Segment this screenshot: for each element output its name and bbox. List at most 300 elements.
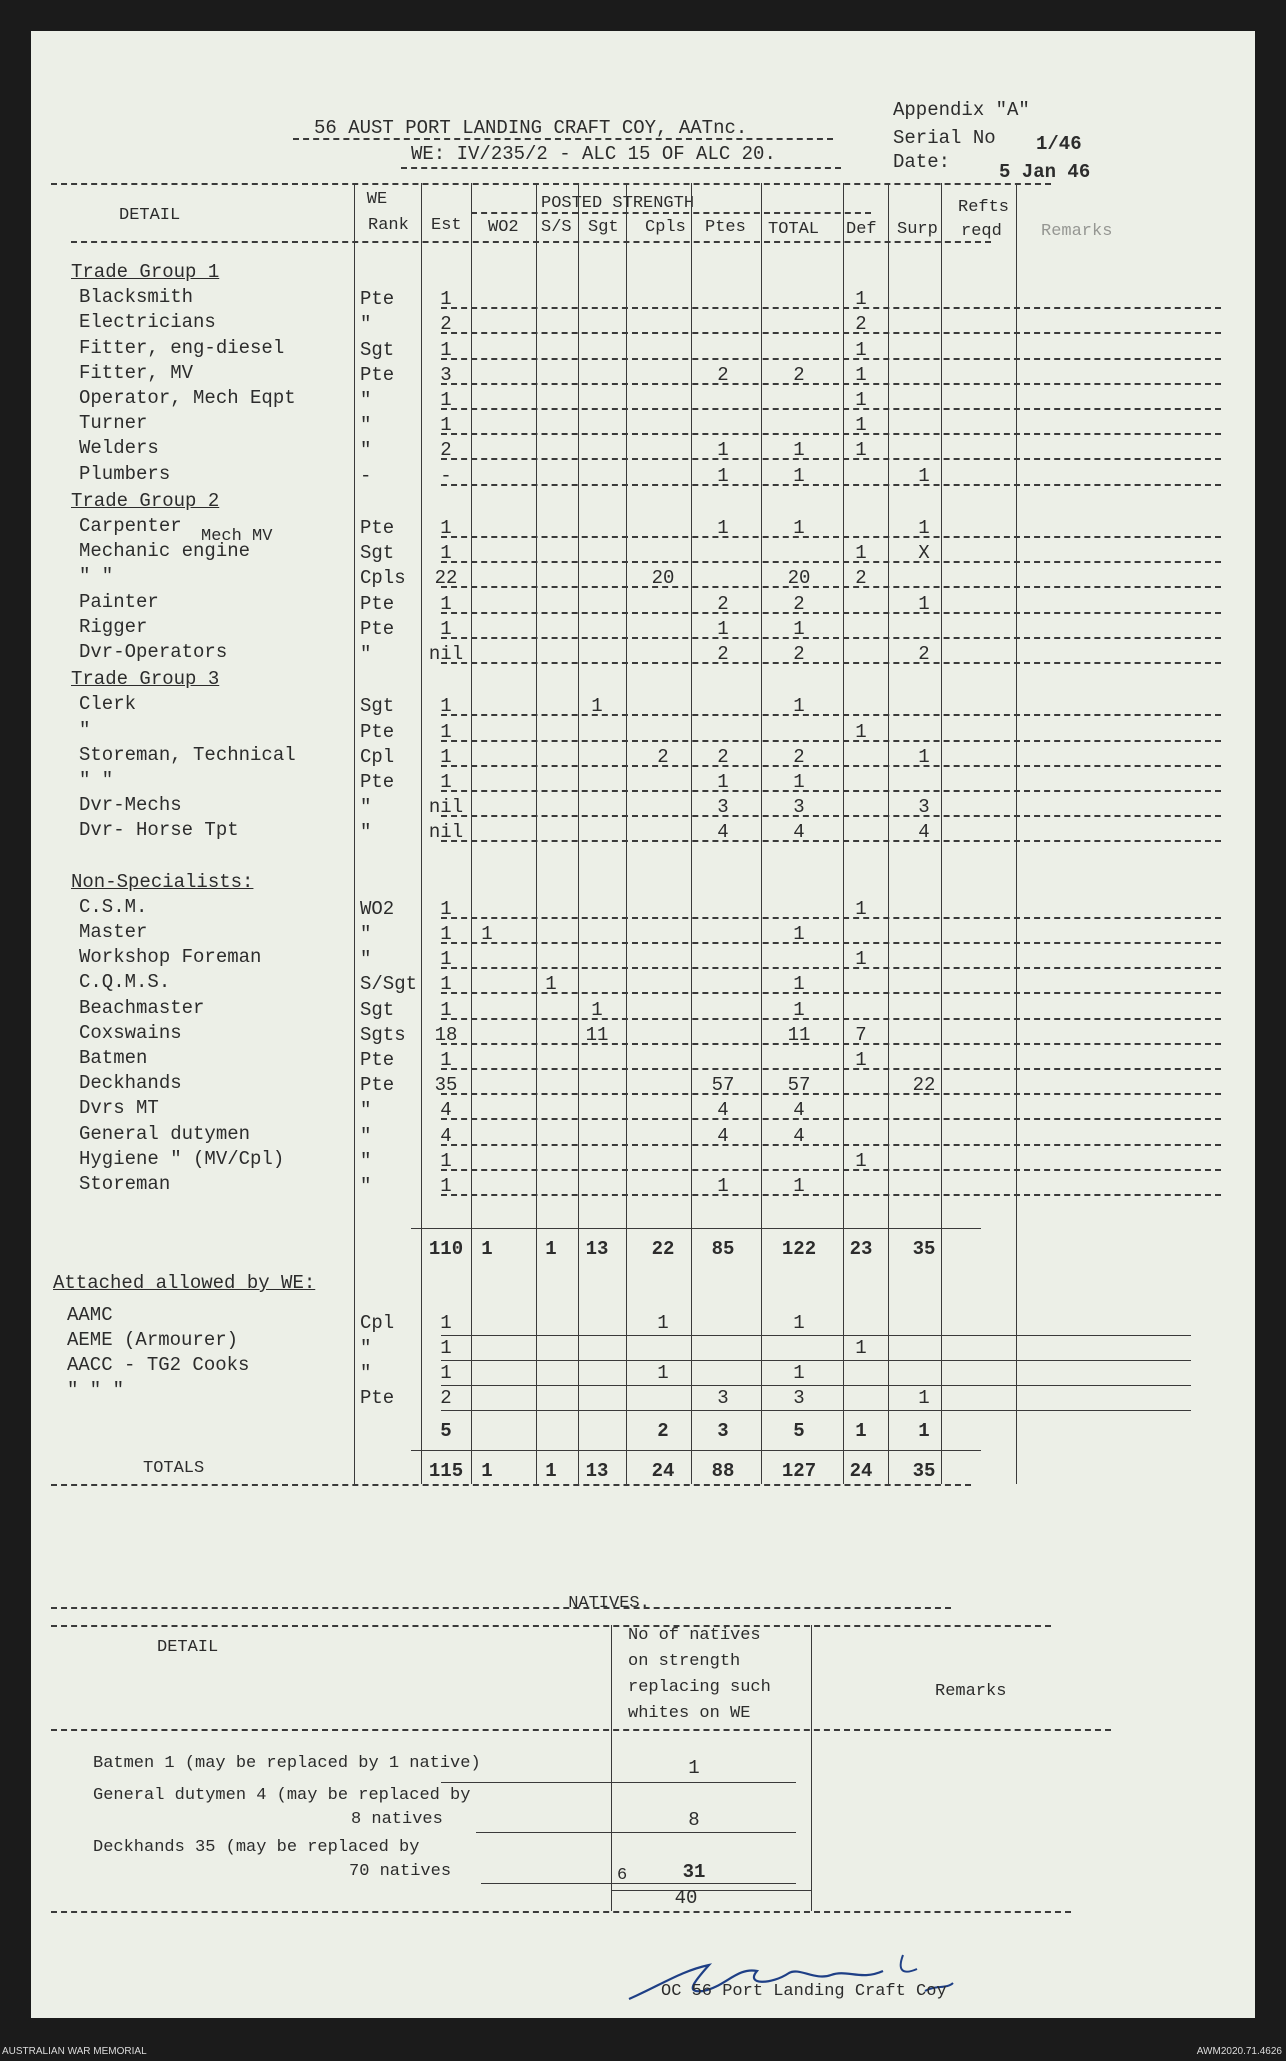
cell-def: 1 bbox=[855, 439, 867, 461]
cell-est: 1 bbox=[440, 389, 452, 411]
cell-rank: Sgt bbox=[360, 339, 395, 361]
row-rule bbox=[441, 1385, 1191, 1386]
cell-est: nil bbox=[428, 643, 464, 665]
cell-rank: " bbox=[360, 948, 372, 970]
cell-rank: " bbox=[360, 1125, 372, 1147]
row-rule bbox=[441, 637, 1221, 639]
row-rule bbox=[441, 586, 1221, 588]
cell-est: 1 bbox=[440, 746, 452, 768]
subtotal-2-ptes: 3 bbox=[717, 1420, 729, 1442]
row-rule bbox=[441, 1068, 1221, 1070]
cell-total: 1 bbox=[793, 618, 805, 640]
cell-cpls: 1 bbox=[657, 1362, 669, 1384]
cell-est: 4 bbox=[440, 1125, 452, 1147]
column-rule bbox=[843, 183, 844, 1484]
subtotal-2-est: 5 bbox=[440, 1420, 452, 1442]
cell-est: 22 bbox=[434, 567, 458, 589]
row-rule bbox=[441, 536, 1221, 538]
cell-est: 1 bbox=[440, 1312, 452, 1334]
cell-surp: 1 bbox=[918, 517, 930, 539]
row-rule bbox=[441, 307, 1221, 309]
cell-total: 4 bbox=[793, 821, 805, 843]
date-value: 5 Jan 46 bbox=[999, 161, 1091, 183]
row-rule bbox=[441, 1410, 1191, 1411]
subtotal-2-cpls: 2 bbox=[657, 1420, 669, 1442]
row-detail: " " bbox=[79, 769, 114, 791]
natives-row-1-value: 1 bbox=[688, 1757, 700, 1779]
subtotal-top-line bbox=[411, 1228, 981, 1229]
cell-surp: 4 bbox=[918, 821, 930, 843]
cell-ptes: 2 bbox=[717, 746, 729, 768]
cell-rank: " bbox=[360, 439, 372, 461]
row-rule bbox=[441, 1043, 1221, 1045]
row-rule bbox=[441, 840, 1221, 842]
natives-total-line bbox=[611, 1890, 811, 1891]
cell-total: 1 bbox=[793, 1362, 805, 1384]
cell-total: 1 bbox=[793, 517, 805, 539]
row-rule bbox=[441, 1144, 1221, 1146]
header-remarks: Remarks bbox=[1041, 222, 1113, 241]
natives-row-3-text: Deckhands 35 (may be replaced by bbox=[93, 1838, 420, 1857]
cell-rank: Cpls bbox=[360, 567, 406, 589]
column-rule bbox=[1016, 183, 1017, 1484]
cell-est: 1 bbox=[440, 898, 452, 920]
we-underline bbox=[401, 167, 841, 169]
row-rule bbox=[441, 1018, 1221, 1020]
column-rule bbox=[578, 183, 579, 1484]
column-rule bbox=[626, 183, 627, 1484]
cell-est: 2 bbox=[440, 439, 452, 461]
date-label: Date: bbox=[893, 151, 951, 173]
cell-rank: Pte bbox=[360, 593, 395, 615]
natives-col-header-2: on strength bbox=[628, 1652, 741, 1671]
natives-row-3-value: 31 bbox=[682, 1861, 706, 1883]
cell-total: 1 bbox=[793, 439, 805, 461]
row-detail: Workshop Foreman bbox=[79, 946, 262, 968]
natives-row-3-line bbox=[481, 1883, 796, 1884]
cell-rank: Pte bbox=[360, 364, 395, 386]
subtotal-1-cpls: 22 bbox=[651, 1238, 675, 1260]
footer-accession-number: AWM2020.71.4626 bbox=[1196, 2046, 1282, 2057]
cell-rank: " bbox=[360, 821, 372, 843]
header-wo2: WO2 bbox=[488, 218, 519, 237]
cell-est: 18 bbox=[434, 1024, 458, 1046]
natives-col-header-3: replacing such bbox=[628, 1678, 771, 1697]
cell-total: 1 bbox=[793, 999, 805, 1021]
natives-row-3-text2: 70 natives bbox=[349, 1862, 452, 1881]
row-detail: Clerk bbox=[79, 693, 137, 715]
cell-est: 1 bbox=[440, 721, 452, 743]
cell-total: 1 bbox=[793, 465, 805, 487]
row-detail: Storeman bbox=[79, 1173, 171, 1195]
row-rule bbox=[441, 1118, 1221, 1120]
cell-def: 1 bbox=[855, 414, 867, 436]
section-heading: Trade Group 1 bbox=[71, 261, 220, 283]
cell-rank: Sgt bbox=[360, 542, 395, 564]
cell-rank: Sgts bbox=[360, 1024, 406, 1046]
cell-rank: Pte bbox=[360, 288, 395, 310]
row-detail: Fitter, MV bbox=[79, 362, 194, 384]
natives-row-2-text2: 8 natives bbox=[351, 1810, 443, 1829]
cell-est: 1 bbox=[440, 1362, 452, 1384]
header-mid-line bbox=[471, 212, 871, 214]
cell-est: 1 bbox=[440, 1150, 452, 1172]
cell-ptes: 4 bbox=[717, 1099, 729, 1121]
cell-total: 3 bbox=[793, 1387, 805, 1409]
row-rule bbox=[441, 1169, 1221, 1171]
totals-cpls: 24 bbox=[651, 1460, 675, 1482]
cell-ptes: 4 bbox=[717, 1125, 729, 1147]
cell-rank: Pte bbox=[360, 1049, 395, 1071]
cell-total: 3 bbox=[793, 796, 805, 818]
row-detail: Storeman, Technical bbox=[79, 744, 296, 766]
cell-rank: Pte bbox=[360, 618, 395, 640]
row-detail: Blacksmith bbox=[79, 286, 194, 308]
cell-surp: X bbox=[918, 542, 930, 564]
cell-est: 1 bbox=[440, 517, 452, 539]
cell-est: 1 bbox=[440, 1337, 452, 1359]
subtotal-2-line bbox=[411, 1450, 981, 1451]
cell-ptes: 1 bbox=[717, 517, 729, 539]
row-rule bbox=[441, 1194, 1221, 1196]
header-detail: DETAIL bbox=[119, 206, 181, 225]
natives-col-right bbox=[811, 1625, 812, 1911]
cell-total: 57 bbox=[787, 1074, 811, 1096]
row-rule bbox=[441, 1360, 1191, 1361]
cell-est: nil bbox=[428, 796, 464, 818]
cell-sgt: 1 bbox=[591, 695, 603, 717]
cell-rank: Cpl bbox=[360, 1312, 395, 1334]
cell-est: 1 bbox=[440, 695, 452, 717]
subtotal-1-total: 122 bbox=[781, 1238, 817, 1260]
cell-total: 1 bbox=[793, 771, 805, 793]
cell-cpls: 2 bbox=[657, 746, 669, 768]
cell-def: 1 bbox=[855, 898, 867, 920]
cell-ptes: 4 bbox=[717, 821, 729, 843]
cell-total: 1 bbox=[793, 1175, 805, 1197]
serial-label: Serial No bbox=[893, 127, 996, 149]
natives-row-2-value: 8 bbox=[688, 1809, 700, 1831]
subtotal-2-def: 1 bbox=[855, 1420, 867, 1442]
cell-est: 1 bbox=[440, 948, 452, 970]
cell-ptes: 3 bbox=[717, 1387, 729, 1409]
cell-rank: Cpl bbox=[360, 746, 395, 768]
cell-rank: " bbox=[360, 923, 372, 945]
cell-rank: Pte bbox=[360, 1074, 395, 1096]
section-heading: Attached allowed by WE: bbox=[53, 1272, 316, 1294]
header-cpls: Cpls bbox=[645, 218, 686, 237]
cell-surp: 1 bbox=[918, 465, 930, 487]
header-we: WE bbox=[366, 190, 388, 209]
cell-total: 2 bbox=[793, 643, 805, 665]
row-detail: Deckhands bbox=[79, 1072, 182, 1094]
cell-def: 1 bbox=[855, 288, 867, 310]
row-detail: Beachmaster bbox=[79, 997, 205, 1019]
cell-cpls: 1 bbox=[657, 1312, 669, 1334]
cell-rank: " bbox=[360, 796, 372, 818]
cell-rank: " bbox=[360, 389, 372, 411]
row-rule bbox=[441, 383, 1221, 385]
cell-rank: " bbox=[360, 1099, 372, 1121]
row-detail: Carpenter bbox=[79, 515, 182, 537]
row-rule bbox=[441, 433, 1221, 435]
natives-row-2-line bbox=[476, 1832, 796, 1833]
cell-surp: 3 bbox=[918, 796, 930, 818]
cell-rank: " bbox=[360, 1175, 372, 1197]
signature-caption: OC 56 Port Landing Craft Coy bbox=[661, 1982, 947, 2001]
cell-total: 2 bbox=[793, 593, 805, 615]
header-reqd: reqd bbox=[961, 222, 1002, 241]
cell-est: nil bbox=[428, 821, 464, 843]
natives-row-1-line bbox=[441, 1782, 796, 1783]
row-detail: Mechanic engine bbox=[79, 540, 251, 562]
column-rule bbox=[691, 183, 692, 1484]
row-rule bbox=[441, 765, 1221, 767]
cell-rank: Pte bbox=[360, 721, 395, 743]
subtotal-1-est: 110 bbox=[428, 1238, 464, 1260]
cell-ptes: 2 bbox=[717, 643, 729, 665]
subtotal-1-surp: 35 bbox=[912, 1238, 936, 1260]
cell-total: 11 bbox=[787, 1024, 811, 1046]
cell-rank: " bbox=[360, 414, 372, 436]
row-rule bbox=[441, 358, 1221, 360]
header-top-line bbox=[51, 183, 1051, 185]
cell-sgt: 1 bbox=[591, 999, 603, 1021]
row-detail: Dvrs MT bbox=[79, 1097, 159, 1119]
cell-rank: - bbox=[360, 465, 372, 487]
cell-surp: 1 bbox=[918, 593, 930, 615]
cell-total: 2 bbox=[793, 364, 805, 386]
column-rule bbox=[536, 183, 537, 1484]
cell-def: 7 bbox=[855, 1024, 867, 1046]
header-total: TOTAL bbox=[768, 220, 820, 239]
row-rule bbox=[441, 740, 1221, 742]
header-sgt: Sgt bbox=[588, 218, 619, 237]
row-detail: C.Q.M.S. bbox=[79, 971, 171, 993]
totals-ptes: 88 bbox=[711, 1460, 735, 1482]
cell-ptes: 1 bbox=[717, 1175, 729, 1197]
cell-surp: 1 bbox=[918, 746, 930, 768]
row-detail: Hygiene " (MV/Cpl) bbox=[79, 1148, 285, 1170]
cell-est: 35 bbox=[434, 1074, 458, 1096]
totals-est: 115 bbox=[428, 1460, 464, 1482]
cell-est: 1 bbox=[440, 973, 452, 995]
row-detail: Turner bbox=[79, 412, 148, 434]
subtotal-1-wo2: 1 bbox=[481, 1238, 493, 1260]
subtotal-2-surp: 1 bbox=[918, 1420, 930, 1442]
row-rule bbox=[441, 992, 1221, 994]
header-ptes: Ptes bbox=[705, 218, 746, 237]
subtotal-1-sgt: 13 bbox=[585, 1238, 609, 1260]
cell-est: 1 bbox=[440, 1175, 452, 1197]
cell-est: 1 bbox=[440, 923, 452, 945]
cell-ptes: 57 bbox=[711, 1074, 735, 1096]
row-rule bbox=[441, 967, 1221, 969]
cell-ptes: 2 bbox=[717, 593, 729, 615]
cell-est: 2 bbox=[440, 1387, 452, 1409]
row-rule bbox=[441, 790, 1221, 792]
cell-rank: " bbox=[360, 643, 372, 665]
cell-est: 1 bbox=[440, 771, 452, 793]
natives-col-header-1: No of natives bbox=[628, 1626, 761, 1645]
cell-est: 1 bbox=[440, 339, 452, 361]
natives-total: 40 bbox=[674, 1887, 698, 1909]
column-rule bbox=[354, 183, 355, 1484]
cell-def: 2 bbox=[855, 313, 867, 335]
cell-rank: Pte bbox=[360, 771, 395, 793]
cell-rank: " bbox=[360, 1337, 372, 1359]
subtotal-1-def: 23 bbox=[849, 1238, 873, 1260]
row-rule bbox=[441, 458, 1221, 460]
row-detail: AEME (Armourer) bbox=[67, 1329, 239, 1351]
mech-mv-annotation: Mech MV bbox=[201, 527, 273, 546]
row-detail: Batmen bbox=[79, 1047, 148, 1069]
row-detail: " " bbox=[79, 565, 114, 587]
totals-bottom-line bbox=[51, 1484, 971, 1486]
natives-margin-mark: 6 bbox=[617, 1866, 628, 1885]
row-rule bbox=[441, 942, 1221, 944]
cell-est: 3 bbox=[440, 364, 452, 386]
cell-def: 1 bbox=[855, 721, 867, 743]
row-rule bbox=[441, 484, 1221, 486]
header-def: Def bbox=[846, 220, 877, 239]
cell-sgt: 11 bbox=[585, 1024, 609, 1046]
row-rule bbox=[441, 714, 1221, 716]
row-rule bbox=[441, 1335, 1191, 1336]
cell-est: - bbox=[440, 465, 452, 487]
row-detail: Coxswains bbox=[79, 1022, 182, 1044]
row-rule bbox=[441, 917, 1221, 919]
column-rule bbox=[761, 183, 762, 1484]
row-detail: C.S.M. bbox=[79, 896, 148, 918]
row-detail: AACC - TG2 Cooks bbox=[67, 1354, 250, 1376]
row-detail: Master bbox=[79, 921, 148, 943]
subtotal-1-ptes: 85 bbox=[711, 1238, 735, 1260]
cell-ptes: 1 bbox=[717, 465, 729, 487]
cell-total: 4 bbox=[793, 1125, 805, 1147]
header-ss: S/S bbox=[541, 218, 572, 237]
header-est: Est bbox=[431, 216, 462, 235]
row-detail: Dvr-Operators bbox=[79, 641, 228, 663]
row-rule bbox=[441, 662, 1221, 664]
row-detail: AAMC bbox=[67, 1304, 113, 1326]
cell-surp: 1 bbox=[918, 1387, 930, 1409]
natives-header-bottom-line bbox=[51, 1729, 1111, 1731]
cell-def: 1 bbox=[855, 948, 867, 970]
cell-est: 1 bbox=[440, 542, 452, 564]
row-detail: Rigger bbox=[79, 616, 148, 638]
column-rule bbox=[421, 183, 422, 1484]
header-surp: Surp bbox=[897, 220, 938, 239]
header-rank: Rank bbox=[368, 216, 409, 235]
cell-total: 20 bbox=[787, 567, 811, 589]
cell-def: 1 bbox=[855, 389, 867, 411]
title-underline bbox=[293, 138, 833, 140]
natives-col-left bbox=[611, 1625, 612, 1911]
totals-sgt: 13 bbox=[585, 1460, 609, 1482]
totals-total: 127 bbox=[781, 1460, 817, 1482]
header-posted-strength: POSTED STRENGTH bbox=[541, 194, 695, 213]
header-refts: Refts bbox=[958, 198, 1010, 217]
row-detail: " " " bbox=[67, 1379, 125, 1401]
totals-def: 24 bbox=[849, 1460, 873, 1482]
row-rule bbox=[441, 408, 1221, 410]
cell-est: 1 bbox=[440, 414, 452, 436]
cell-def: 1 bbox=[855, 364, 867, 386]
cell-rank: Pte bbox=[360, 517, 395, 539]
row-detail: General dutymen bbox=[79, 1123, 251, 1145]
row-rule bbox=[441, 332, 1221, 334]
cell-est: 1 bbox=[440, 999, 452, 1021]
cell-rank: S/Sgt bbox=[360, 973, 418, 995]
subtotal-2-total: 5 bbox=[793, 1420, 805, 1442]
cell-def: 1 bbox=[855, 1337, 867, 1359]
natives-bottom-line bbox=[51, 1911, 1071, 1913]
natives-col-header-4: whites on WE bbox=[628, 1704, 751, 1723]
cell-rank: " bbox=[360, 313, 372, 335]
cell-ss: 1 bbox=[545, 973, 557, 995]
cell-est: 1 bbox=[440, 593, 452, 615]
cell-total: 1 bbox=[793, 973, 805, 995]
cell-wo2: 1 bbox=[481, 923, 493, 945]
natives-header-line bbox=[51, 1625, 1051, 1627]
cell-total: 1 bbox=[793, 1312, 805, 1334]
cell-rank: " bbox=[360, 1362, 372, 1384]
cell-total: 4 bbox=[793, 1099, 805, 1121]
column-rule bbox=[471, 183, 472, 1484]
cell-rank: Sgt bbox=[360, 695, 395, 717]
cell-def: 1 bbox=[855, 1049, 867, 1071]
row-detail: Dvr- Horse Tpt bbox=[79, 819, 239, 841]
cell-surp: 2 bbox=[918, 643, 930, 665]
natives-row-2-text: General dutymen 4 (may be replaced by bbox=[93, 1786, 471, 1805]
cell-rank: Pte bbox=[360, 1387, 395, 1409]
row-rule bbox=[441, 815, 1221, 817]
row-rule bbox=[441, 1093, 1221, 1095]
column-rule bbox=[888, 183, 889, 1484]
cell-def: 1 bbox=[855, 339, 867, 361]
cell-total: 1 bbox=[793, 695, 805, 717]
section-heading: Trade Group 3 bbox=[71, 668, 220, 690]
cell-ptes: 3 bbox=[717, 796, 729, 818]
totals-wo2: 1 bbox=[481, 1460, 493, 1482]
row-detail: Welders bbox=[79, 437, 159, 459]
cell-ptes: 1 bbox=[717, 439, 729, 461]
row-detail: Fitter, eng-diesel bbox=[79, 337, 285, 359]
cell-est: 4 bbox=[440, 1099, 452, 1121]
cell-ptes: 2 bbox=[717, 364, 729, 386]
column-rule bbox=[941, 183, 942, 1484]
cell-total: 2 bbox=[793, 746, 805, 768]
document-page bbox=[31, 31, 1255, 2018]
cell-ptes: 1 bbox=[717, 771, 729, 793]
natives-top-line bbox=[51, 1607, 951, 1609]
cell-def: 1 bbox=[855, 542, 867, 564]
row-detail: Plumbers bbox=[79, 463, 171, 485]
cell-total: 1 bbox=[793, 923, 805, 945]
totals-label: TOTALS bbox=[143, 1459, 205, 1478]
cell-est: 1 bbox=[440, 618, 452, 640]
natives-detail-header: DETAIL bbox=[157, 1638, 219, 1657]
natives-row-1-text: Batmen 1 (may be replaced by 1 native) bbox=[93, 1754, 481, 1773]
cell-est: 1 bbox=[440, 1049, 452, 1071]
totals-surp: 35 bbox=[912, 1460, 936, 1482]
row-rule bbox=[441, 612, 1221, 614]
row-rule bbox=[441, 561, 1221, 563]
appendix-label: Appendix "A" bbox=[893, 99, 1030, 121]
cell-ptes: 1 bbox=[717, 618, 729, 640]
totals-ss: 1 bbox=[545, 1460, 557, 1482]
